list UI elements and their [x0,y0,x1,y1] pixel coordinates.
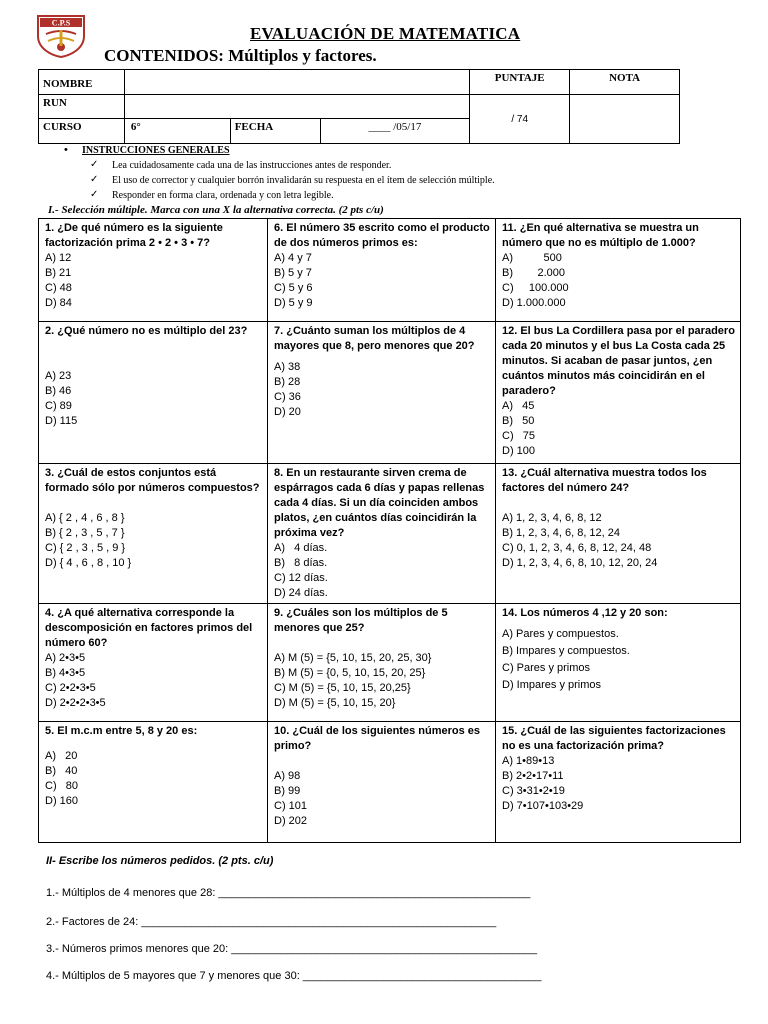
instructions [62,145,702,201]
puntaje-label: PUNTAJE [470,70,570,95]
option[interactable]: A) 4 días. [274,542,328,554]
option[interactable]: A) 12 [45,252,72,264]
option[interactable]: C) 12 días. [274,572,328,584]
option[interactable]: C) 80 [45,780,79,792]
question-7: 7. ¿Cuánto suman los múltiplos de 4 mayores que 8, pero menores que 20? A) 38 B) 28 C) 36 D) 20 [268,322,496,464]
option[interactable]: C) M (5) = {5, 10, 15, 20,25} [274,682,411,694]
fill-item-4[interactable]: 4.- Múltiplos de 5 mayores que 7 y menores que 30: _______________________________________ [46,970,542,982]
question-6: 6. El número 35 escrito como el producto de dos números primos es: A) 4 y 7 B) 5 y 7 C) 5 y 6 D) 5 y 9 [268,219,496,322]
puntaje-value: / 74 [470,95,570,144]
fill-item-2[interactable]: 2.- Factores de 24: __________________________________________________________ [46,916,497,928]
option[interactable]: D) 7•107•103•29 [502,800,584,812]
fill-item-1[interactable]: 1.- Múltiplos de 4 menores que 28: ___________________________________________________ [46,887,531,899]
curso-value: 6° [124,119,230,144]
section1-title: I.- Selección múltiple. Marca con una X la alternativa correcta. (2 pts c/u) [48,204,384,216]
question-9: 9. ¿Cuáles son los múltiplos de 5 menores que 25? A) M (5) = {5, 10, 15, 20, 25, 30} B) M (5) = {0, 5, 10, 15, 20, 25} C) M (5) = {5, 10, 15, 20,25} D) M (5) = {5, 10, 15, 20} [268,604,496,722]
run-field[interactable] [124,95,469,119]
section2-title: II- Escribe los números pedidos. (2 pts. c/u) [46,855,274,867]
question-8: 8. En un restaurante sirven crema de espárragos cada 6 días y papas rellenas cada 4 días. Si un día coinciden ambos platos, ¿en cuántos días coincidirán la próxima vez? A) 4 días. B) 8 días. C) 12 días. D) 24 días. [268,464,496,604]
question-1: 1. ¿De qué número es la siguiente factorización prima 2 • 2 • 3 • 7? A) 12 B) 21 C) 48 D) 84 [39,219,268,322]
option[interactable]: D) 1.000.000 [502,297,566,309]
student-info-table [38,69,680,144]
check-icon: ✓ [90,174,99,185]
option[interactable]: C) 3•31•2•19 [502,785,565,797]
option[interactable]: B) 5 y 7 [274,267,312,279]
check-icon: ✓ [90,189,99,200]
check-icon: ✓ [90,159,99,170]
option[interactable]: C) 75 [502,430,536,442]
fecha-label: FECHA [230,119,320,144]
nombre-label: NOMBRE [39,70,125,95]
question-13: 13. ¿Cuál alternativa muestra todos los factores del número 24? A) 1, 2, 3, 4, 6, 8, 12 B) 1, 2, 3, 4, 6, 8, 12, 24 C) 0, 1, 2, 3, 4, 6, 8, 12, 24, 48 D) 1, 2, 3, 4, 6, 8, 10, 12, 20, 24 [496,464,741,604]
option[interactable]: D) 20 [274,406,301,418]
option[interactable]: B) { 2 , 3 , 5 , 7 } [45,527,125,539]
question-14: 14. Los números 4 ,12 y 20 son: A) Pares y compuestos. B) Impares y compuestos. C) Pares y primos D) Impares y primos [496,604,741,722]
option[interactable]: B) M (5) = {0, 5, 10, 15, 20, 25} [274,667,426,679]
option[interactable]: D) 84 [45,297,72,309]
option[interactable]: D) 100 [502,445,536,457]
fecha-value: ____ /05/17 [320,119,470,144]
nombre-field[interactable] [124,70,469,95]
option[interactable]: D) Impares y primos [502,679,602,691]
option[interactable]: B) 50 [502,415,535,427]
nota-label: NOTA [570,70,680,95]
option[interactable]: C) 5 y 6 [274,282,313,294]
option[interactable]: A) 23 [45,370,72,382]
option[interactable]: D) 160 [45,795,79,807]
logo-text: C.P.S [51,18,71,28]
option[interactable]: D) M (5) = {5, 10, 15, 20} [274,697,396,709]
option[interactable]: C) 48 [45,282,72,294]
option[interactable]: C) 2•2•3•5 [45,682,96,694]
instruction-item: ✓ Lea cuidadosamente cada una de las instrucciones antes de responder. [90,159,392,171]
option[interactable]: C) 0, 1, 2, 3, 4, 6, 8, 12, 24, 48 [502,542,652,554]
option[interactable]: B) 99 [274,785,301,797]
option[interactable]: C) 89 [45,400,72,412]
option[interactable]: A) 45 [502,400,535,412]
question-2: 2. ¿Qué número no es múltiplo del 23? A) 23 B) 46 C) 89 D) 115 [39,322,268,464]
option[interactable]: A) 38 [274,361,301,373]
option[interactable]: B) 2.000 [502,267,565,279]
nota-field[interactable] [570,95,680,144]
option[interactable]: C) 101 [274,800,308,812]
option[interactable]: B) 2•2•17•11 [502,770,564,782]
question-4: 4. ¿A qué alternativa corresponde la descomposición en factores primos del número 60? A) 2•3•5 B) 4•3•5 C) 2•2•3•5 D) 2•2•2•3•5 [39,604,268,722]
option[interactable]: A) 98 [274,770,301,782]
question-11: 11. ¿En qué alternativa se muestra un número que no es múltiplo de 1.000? A) 500 B) 2.000 C) 100.000 D) 1.000.000 [496,219,741,322]
instruction-item: ✓ Responder en forma clara, ordenada y con letra legible. [90,189,334,201]
option[interactable]: B) 1, 2, 3, 4, 6, 8, 12, 24 [502,527,621,539]
instructions-heading: • INSTRUCCIONES GENERALES [62,145,702,156]
page-title: EVALUACIÓN DE MATEMATICA [250,24,521,43]
option[interactable]: B) 46 [45,385,72,397]
option[interactable]: D) 2•2•2•3•5 [45,697,106,709]
option[interactable]: C) 36 [274,391,301,403]
option[interactable]: A) 20 [45,750,78,762]
question-3: 3. ¿Cuál de estos conjuntos está formado sólo por números compuestos? A) { 2 , 4 , 6 , 8 } B) { 2 , 3 , 5 , 7 } C) { 2 , 3 , 5 , 9 } D) { 4 , 6 , 8 , 10 } [39,464,268,604]
option[interactable]: D) 5 y 9 [274,297,313,309]
option[interactable]: D) 1, 2, 3, 4, 6, 8, 10, 12, 20, 24 [502,557,658,569]
question-10: 10. ¿Cuál de los siguientes números es primo? A) 98 B) 99 C) 101 D) 202 [268,722,496,843]
option[interactable]: A) 2•3•5 [45,652,86,664]
page-subtitle: CONTENIDOS: Múltiplos y factores. [104,46,377,65]
option[interactable]: A) 4 y 7 [274,252,312,264]
option[interactable]: B) 4•3•5 [45,667,86,679]
option[interactable]: B) 28 [274,376,301,388]
instruction-item: ✓ El uso de corrector y cualquier borrón invalidarán su respuesta en el ítem de selección múltiple. [90,174,495,186]
option[interactable]: C) Pares y primos [502,662,591,674]
question-12: 12. El bus La Cordillera pasa por el paradero cada 20 minutos y el bus La Costa cada 25 minutos. Si acaban de pasar juntos, ¿en cuántos minutos más coincidirán en el paradero? A) 45 B) 50 C) 75 D) 100 [496,322,741,464]
option[interactable]: D) 115 [45,415,78,427]
school-logo [34,14,88,58]
curso-label: CURSO [39,119,125,144]
option[interactable]: D) 24 días. [274,587,328,599]
option[interactable]: A) 1, 2, 3, 4, 6, 8, 12 [502,512,602,524]
run-label: RUN [39,95,125,119]
option[interactable]: D) { 4 , 6 , 8 , 10 } [45,557,132,569]
fill-item-3[interactable]: 3.- Números primos menores que 20: __________________________________________________ [46,943,538,955]
option[interactable]: B) Impares y compuestos. [502,645,630,657]
question-15: 15. ¿Cuál de las siguientes factorizaciones no es una factorización prima? A) 1•89•13 B) 2•2•17•11 C) 3•31•2•19 D) 7•107•103•29 [496,722,741,843]
option[interactable]: C) 100.000 [502,282,569,294]
option[interactable]: C) { 2 , 3 , 5 , 9 } [45,542,126,554]
option[interactable]: B) 40 [45,765,78,777]
option[interactable]: A) 500 [502,252,562,264]
question-5: 5. El m.c.m entre 5, 8 y 20 es: A) 20 B) 40 C) 80 D) 160 [39,722,268,843]
option[interactable]: A) M (5) = {5, 10, 15, 20, 25, 30} [274,652,432,664]
questions-table [38,218,741,843]
option[interactable]: A) 1•89•13 [502,755,555,767]
option[interactable]: A) { 2 , 4 , 6 , 8 } [45,512,125,524]
option[interactable]: D) 202 [274,815,308,827]
option[interactable]: A) Pares y compuestos. [502,628,619,640]
option[interactable]: B) 8 días. [274,557,328,569]
option[interactable]: B) 21 [45,267,72,279]
